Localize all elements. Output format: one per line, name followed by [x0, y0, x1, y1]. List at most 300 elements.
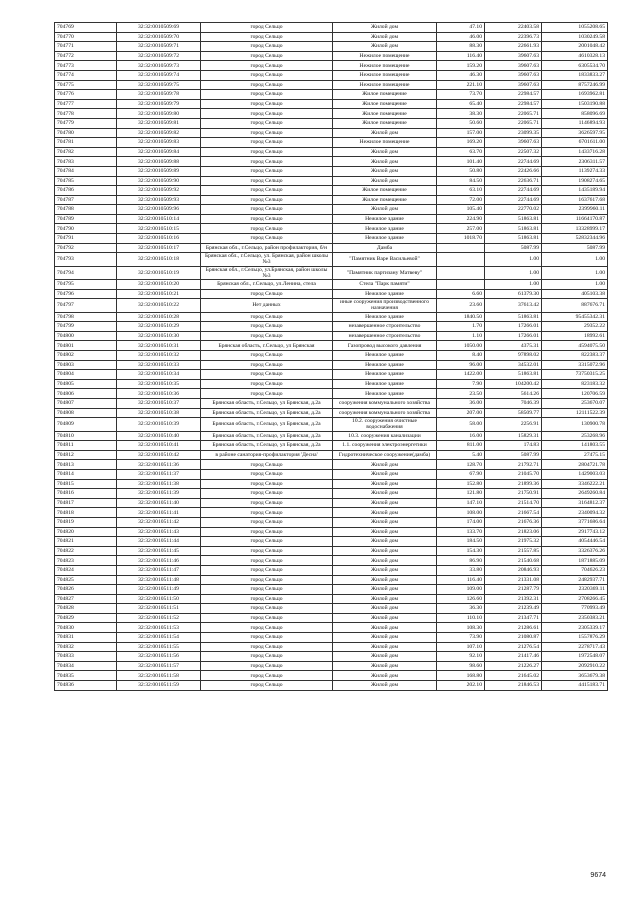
address-cell: город Сельцо [201, 32, 333, 42]
cadastral-number-cell: 32:32:0010511:39 [117, 489, 201, 499]
cadastral-number-cell: 32:32:0010509:93 [117, 195, 201, 205]
area-cell: 36.30 [437, 604, 485, 614]
cadastral-value-cell: 1435189.94 [542, 186, 608, 196]
area-cell: 72.00 [437, 195, 485, 205]
specific-value-cell: 21417.46 [485, 652, 542, 662]
row-number-cell: 704832 [55, 642, 117, 652]
cadastral-number-cell: 32:32:0010511:52 [117, 613, 201, 623]
specific-value-cell: 20846.93 [485, 565, 542, 575]
area-cell: 84.50 [437, 176, 485, 186]
object-type-cell: Жилой дом [333, 517, 437, 527]
object-type-cell: Нежилое помещение [333, 138, 437, 148]
object-type-cell: незавершенное строительство [333, 322, 437, 332]
area-cell: 50.60 [437, 118, 485, 128]
address-cell: город Сельцо [201, 527, 333, 537]
table-row [55, 70, 608, 80]
row-number-cell: 704802 [55, 351, 117, 361]
cadastral-value-cell: 2092910.22 [542, 661, 608, 671]
specific-value-cell: 39607.63 [485, 70, 542, 80]
cadastral-value-cell: 1055208.65 [542, 23, 608, 33]
specific-value-cell: 1.00 [485, 266, 542, 279]
address-cell: город Сельцо [201, 498, 333, 508]
area-cell: 47.10 [437, 23, 485, 33]
table-row [55, 575, 608, 585]
specific-value-cell: 1.00 [485, 253, 542, 266]
row-number-cell: 704795 [55, 280, 117, 290]
row-number-cell: 704779 [55, 118, 117, 128]
specific-value-cell: 21080.87 [485, 633, 542, 643]
table-row [55, 61, 608, 71]
object-type-cell: Жилой дом [333, 661, 437, 671]
page-number: 9674 [590, 872, 606, 879]
object-type-cell: Жилой дом [333, 594, 437, 604]
object-type-cell: Жилой дом [333, 546, 437, 556]
object-type-cell: Жилой дом [333, 32, 437, 42]
object-type-cell: 10.2. сооружения очистные водоснабжения [333, 418, 437, 431]
cadastral-number-cell: 32:32:0010509:81 [117, 118, 201, 128]
row-number-cell: 704821 [55, 537, 117, 547]
object-type-cell: Нежилое здание [333, 351, 437, 361]
address-cell: Брянская область, г.Сельцо, ул Брянская, д.2а [201, 431, 333, 441]
row-number-cell: 704824 [55, 565, 117, 575]
area-cell: 1.70 [437, 322, 485, 332]
table-row [55, 671, 608, 681]
table-row [55, 99, 608, 109]
row-number-cell: 704823 [55, 556, 117, 566]
cadastral-value-cell: 822383.37 [542, 351, 608, 361]
row-number-cell: 704786 [55, 186, 117, 196]
row-number-cell: 704770 [55, 32, 117, 42]
table-row [55, 642, 608, 652]
address-cell: город Сельцо [201, 546, 333, 556]
cadastral-number-cell: 32:32:0010511:49 [117, 585, 201, 595]
table-row [55, 527, 608, 537]
table-row [55, 214, 608, 224]
specific-value-cell: 39607.63 [485, 51, 542, 61]
row-number-cell: 704834 [55, 661, 117, 671]
row-number-cell: 704788 [55, 205, 117, 215]
object-type-cell: 1.1. сооружения электроэнергетики [333, 441, 437, 451]
cadastral-value-cell: 4610328.13 [542, 51, 608, 61]
cadastral-number-cell: 32:32:0010509:70 [117, 32, 201, 42]
row-number-cell: 704828 [55, 604, 117, 614]
specific-value-cell: 22636.71 [485, 176, 542, 186]
area-cell: 1050.00 [437, 341, 485, 351]
area-cell: 174.00 [437, 517, 485, 527]
address-cell: город Сельцо [201, 166, 333, 176]
cadastral-value-cell: 2482937.71 [542, 575, 608, 585]
area-cell: 128.70 [437, 460, 485, 470]
table-row [55, 441, 608, 451]
cadastral-number-cell: 32:32:0010509:71 [117, 42, 201, 52]
cadastral-value-cell: 2350383.21 [542, 613, 608, 623]
address-cell: город Сельцо [201, 661, 333, 671]
cadastral-value-cell: 2399960.11 [542, 205, 608, 215]
row-number-cell: 704833 [55, 652, 117, 662]
specific-value-cell: 51863.81 [485, 312, 542, 322]
address-cell: в районе санатория-профилактория 'Десна' [201, 450, 333, 460]
specific-value-cell: 22065.71 [485, 118, 542, 128]
table-body [55, 23, 608, 691]
address-cell: город Сельцо [201, 331, 333, 341]
cadastral-number-cell: 32:32:0010509:88 [117, 157, 201, 167]
object-type-cell: Жилой дом [333, 537, 437, 547]
area-cell: 126.60 [437, 594, 485, 604]
cadastral-value-cell: 3326376.26 [542, 546, 608, 556]
row-number-cell: 704815 [55, 479, 117, 489]
area-cell: 116.40 [437, 575, 485, 585]
cadastral-value-cell: 1.00 [542, 266, 608, 279]
row-number-cell: 704796 [55, 289, 117, 299]
cadastral-number-cell: 32:32:0010510:17 [117, 243, 201, 253]
row-number-cell: 704769 [55, 23, 117, 33]
cadastral-value-cell: 3653679.38 [542, 671, 608, 681]
object-type-cell: Жилой дом [333, 176, 437, 186]
address-cell: город Сельцо [201, 23, 333, 33]
area-cell: 116.40 [437, 51, 485, 61]
row-number-cell: 704801 [55, 341, 117, 351]
cadastral-number-cell: 32:32:0010509:74 [117, 70, 201, 80]
specific-value-cell: 39607.63 [485, 138, 542, 148]
table-row [55, 517, 608, 527]
cadastral-value-cell: 13328999.17 [542, 224, 608, 234]
specific-value-cell: 21226.27 [485, 661, 542, 671]
cadastral-value-cell: 770993.49 [542, 604, 608, 614]
address-cell: город Сельцо [201, 234, 333, 244]
area-cell: 110.10 [437, 613, 485, 623]
area-cell: 46.30 [437, 70, 485, 80]
row-number-cell: 704820 [55, 527, 117, 537]
row-number-cell: 704807 [55, 399, 117, 409]
row-number-cell: 704780 [55, 128, 117, 138]
area-cell: 7.90 [437, 379, 485, 389]
address-cell: город Сельцо [201, 565, 333, 575]
specific-value-cell: 22984.57 [485, 99, 542, 109]
address-cell: город Сельцо [201, 642, 333, 652]
specific-value-cell: 21823.06 [485, 527, 542, 537]
address-cell: город Сельцо [201, 575, 333, 585]
address-cell: город Сельцо [201, 186, 333, 196]
row-number-cell: 704778 [55, 109, 117, 119]
table-row [55, 360, 608, 370]
specific-value-cell: 51863.81 [485, 234, 542, 244]
object-type-cell: Нежилое здание [333, 389, 437, 399]
address-cell: город Сельцо [201, 138, 333, 148]
row-number-cell: 704791 [55, 234, 117, 244]
cadastral-number-cell: 32:32:0010511:56 [117, 652, 201, 662]
object-type-cell: Жилой дом [333, 565, 437, 575]
table-row [55, 312, 608, 322]
row-number-cell: 704808 [55, 408, 117, 418]
area-cell: 23.60 [437, 299, 485, 312]
cadastral-number-cell: 32:32:0010510:32 [117, 351, 201, 361]
cadastral-number-cell: 32:32:0010509:92 [117, 186, 201, 196]
address-cell: город Сельцо [201, 176, 333, 186]
specific-value-cell: 23099.35 [485, 128, 542, 138]
cadastral-number-cell: 32:32:0010510:34 [117, 370, 201, 380]
table-row [55, 585, 608, 595]
specific-value-cell: 51863.81 [485, 370, 542, 380]
table-row [55, 594, 608, 604]
area-cell: 88.30 [437, 42, 485, 52]
cadastral-value-cell: 2305339.17 [542, 623, 608, 633]
address-cell: город Сельцо [201, 109, 333, 119]
area-cell: 6.60 [437, 289, 485, 299]
row-number-cell: 704773 [55, 61, 117, 71]
row-number-cell: 704805 [55, 379, 117, 389]
cadastral-number-cell: 32:32:0010510:40 [117, 431, 201, 441]
cadastral-value-cell: 29352.22 [542, 322, 608, 332]
specific-value-cell: 104200.42 [485, 379, 542, 389]
address-cell: город Сельцо [201, 80, 333, 90]
table-row [55, 681, 608, 691]
area-cell: 207.00 [437, 408, 485, 418]
address-cell: Брянская обл., г.Сельцо, ул.Брянская, район школы №3 [201, 266, 333, 279]
table-row [55, 431, 608, 441]
specific-value-cell: 21975.32 [485, 537, 542, 547]
area-cell: 16.00 [437, 431, 485, 441]
object-type-cell: Жилое помещение [333, 186, 437, 196]
cadastral-number-cell: 32:32:0010509:89 [117, 166, 201, 176]
table-row [55, 469, 608, 479]
table-row [55, 42, 608, 52]
specific-value-cell: 21899.36 [485, 479, 542, 489]
specific-value-cell: 22661.93 [485, 42, 542, 52]
address-cell: город Сельцо [201, 604, 333, 614]
table-row [55, 633, 608, 643]
row-number-cell: 704790 [55, 224, 117, 234]
cadastral-number-cell: 32:32:0010510:29 [117, 322, 201, 332]
object-type-cell: Нежилое здание [333, 224, 437, 234]
specific-value-cell: 5087.99 [485, 243, 542, 253]
row-number-cell: 704806 [55, 389, 117, 399]
object-type-cell: "Памятник партизану Матвеву" [333, 266, 437, 279]
address-cell: город Сельцо [201, 537, 333, 547]
area-cell: 65.40 [437, 99, 485, 109]
cadastral-number-cell: 32:32:0010511:57 [117, 661, 201, 671]
cadastral-value-cell: 4415183.71 [542, 681, 608, 691]
row-number-cell: 704787 [55, 195, 117, 205]
table-row [55, 322, 608, 332]
table-row [55, 351, 608, 361]
specific-value-cell: 21846.53 [485, 681, 542, 691]
cadastral-number-cell: 32:32:0010510:35 [117, 379, 201, 389]
address-cell: город Сельцо [201, 681, 333, 691]
object-type-cell: Нежилое помещение [333, 70, 437, 80]
address-cell: город Сельцо [201, 623, 333, 633]
area-cell: 63.70 [437, 147, 485, 157]
cadastral-number-cell: 32:32:0010510:21 [117, 289, 201, 299]
cadastral-number-cell: 32:32:0010511:51 [117, 604, 201, 614]
area-cell: 221.10 [437, 80, 485, 90]
address-cell: город Сельцо [201, 195, 333, 205]
object-type-cell: Нежилое здание [333, 360, 437, 370]
area-cell: 36.00 [437, 399, 485, 409]
cadastral-number-cell: 32:32:0010510:19 [117, 266, 201, 279]
address-cell: город Сельцо [201, 479, 333, 489]
row-number-cell: 704776 [55, 90, 117, 100]
address-cell: Брянская область, г.Сельцо, ул Брянская, д.2а [201, 441, 333, 451]
table-row [55, 166, 608, 176]
cadastral-value-cell: 2804721.78 [542, 460, 608, 470]
area-cell [437, 266, 485, 279]
cadastral-number-cell: 32:32:0010510:22 [117, 299, 201, 312]
cadastral-value-cell: 52832344.96 [542, 234, 608, 244]
cadastral-value-cell: 11664170.87 [542, 214, 608, 224]
row-number-cell: 704809 [55, 418, 117, 431]
object-type-cell: сооружения коммунального хозяйства [333, 408, 437, 418]
object-type-cell: Жилой дом [333, 128, 437, 138]
table-row [55, 224, 608, 234]
address-cell: город Сельцо [201, 556, 333, 566]
object-type-cell: иные сооружения производственного назначения [333, 299, 437, 312]
area-cell: 159.20 [437, 61, 485, 71]
table-row [55, 289, 608, 299]
specific-value-cell: 21287.79 [485, 585, 542, 595]
address-cell: город Сельцо [201, 224, 333, 234]
address-cell: город Сельцо [201, 147, 333, 157]
specific-value-cell: 21514.70 [485, 498, 542, 508]
object-type-cell: Жилой дом [333, 469, 437, 479]
address-cell: город Сельцо [201, 469, 333, 479]
row-number-cell: 704794 [55, 266, 117, 279]
cadastral-value-cell: 2917743.12 [542, 527, 608, 537]
cadastral-value-cell: 1871885.09 [542, 556, 608, 566]
specific-value-cell: 97898.02 [485, 351, 542, 361]
address-cell: Брянская область, г.Сельцо, ул Брянская [201, 341, 333, 351]
object-type-cell: Гидротехническое сооружение(дамба) [333, 450, 437, 460]
cadastral-number-cell: 32:32:0010510:15 [117, 224, 201, 234]
area-cell: 63.10 [437, 186, 485, 196]
address-cell: город Сельцо [201, 379, 333, 389]
cadastral-value-cell: 3771686.64 [542, 517, 608, 527]
area-cell: 5.40 [437, 450, 485, 460]
table-row [55, 418, 608, 431]
cadastral-value-cell: 12111522.39 [542, 408, 608, 418]
cadastral-number-cell: 32:32:0010509:80 [117, 109, 201, 119]
area-cell: 257.00 [437, 224, 485, 234]
object-type-cell: Жилое помещение [333, 90, 437, 100]
table-row [55, 32, 608, 42]
cadastral-value-cell: 823183.32 [542, 379, 608, 389]
address-cell: город Сельцо [201, 70, 333, 80]
specific-value-cell: 22984.57 [485, 90, 542, 100]
row-number-cell: 704774 [55, 70, 117, 80]
specific-value-cell: 39607.63 [485, 61, 542, 71]
object-type-cell: Жилой дом [333, 642, 437, 652]
object-type-cell: Стела "Парк памяти" [333, 280, 437, 290]
object-type-cell: Жилой дом [333, 585, 437, 595]
area-cell: 8.40 [437, 351, 485, 361]
address-cell: город Сельцо [201, 157, 333, 167]
object-type-cell: Жилой дом [333, 613, 437, 623]
cadastral-value-cell: 858096.69 [542, 109, 608, 119]
table-row [55, 370, 608, 380]
cadastral-value-cell: 3315072.96 [542, 360, 608, 370]
address-cell: город Сельцо [201, 289, 333, 299]
area-cell: 58.00 [437, 418, 485, 431]
table-row [55, 613, 608, 623]
table-row [55, 138, 608, 148]
specific-value-cell: 34532.01 [485, 360, 542, 370]
address-cell: город Сельцо [201, 118, 333, 128]
address-cell: город Сельцо [201, 594, 333, 604]
cadastral-number-cell: 32:32:0010510:39 [117, 418, 201, 431]
area-cell: 147.10 [437, 498, 485, 508]
address-cell: Брянская обл., г.Сельцо, район профилактория, б/н [201, 243, 333, 253]
specific-value-cell: 5614.26 [485, 389, 542, 399]
object-type-cell: Нежилое помещение [333, 61, 437, 71]
cadastral-number-cell: 32:32:0010510:31 [117, 341, 201, 351]
area-cell: 107.10 [437, 642, 485, 652]
cadastral-number-cell: 32:32:0010510:20 [117, 280, 201, 290]
cadastral-value-cell: 1146894.93 [542, 118, 608, 128]
row-number-cell: 704803 [55, 360, 117, 370]
cadastral-number-cell: 32:32:0010511:59 [117, 681, 201, 691]
address-cell: город Сельцо [201, 51, 333, 61]
cadastral-value-cell: 253268.96 [542, 431, 608, 441]
specific-value-cell: 21645.02 [485, 671, 542, 681]
cadastral-value-cell: 4594075.50 [542, 341, 608, 351]
table-row [55, 176, 608, 186]
row-number-cell: 704822 [55, 546, 117, 556]
cadastral-number-cell: 32:32:0010509:84 [117, 147, 201, 157]
cadastral-value-cell: 1139274.33 [542, 166, 608, 176]
cadastral-value-cell: 6305534.70 [542, 61, 608, 71]
area-cell: 157.00 [437, 128, 485, 138]
table-row [55, 51, 608, 61]
table-row [55, 489, 608, 499]
row-number-cell: 704813 [55, 460, 117, 470]
cadastral-number-cell: 32:32:0010509:96 [117, 205, 201, 215]
cadastral-number-cell: 32:32:0010509:78 [117, 90, 201, 100]
cadastral-value-cell: 5087.99 [542, 243, 608, 253]
address-cell: город Сельцо [201, 370, 333, 380]
area-cell: 67.90 [437, 469, 485, 479]
object-type-cell: Жилой дом [333, 460, 437, 470]
row-number-cell: 704798 [55, 312, 117, 322]
area-cell: 105.40 [437, 205, 485, 215]
cadastral-number-cell: 32:32:0010510:42 [117, 450, 201, 460]
cadastral-number-cell: 32:32:0010510:28 [117, 312, 201, 322]
table-row [55, 556, 608, 566]
table-row [55, 234, 608, 244]
specific-value-cell: 21045.70 [485, 469, 542, 479]
cadastral-value-cell: 405103.38 [542, 289, 608, 299]
row-number-cell: 704818 [55, 508, 117, 518]
table-row [55, 280, 608, 290]
cadastral-number-cell: 32:32:0010511:40 [117, 498, 201, 508]
specific-value-cell: 174.83 [485, 441, 542, 451]
table-row [55, 243, 608, 253]
row-number-cell: 704775 [55, 80, 117, 90]
cadastral-value-cell: 1.00 [542, 253, 608, 266]
specific-value-cell: 21392.31 [485, 594, 542, 604]
object-type-cell: Жилой дом [333, 42, 437, 52]
specific-value-cell: 22744.69 [485, 157, 542, 167]
specific-value-cell: 22744.69 [485, 186, 542, 196]
row-number-cell: 704793 [55, 253, 117, 266]
cadastral-value-cell: 8757246.99 [542, 80, 608, 90]
table-row [55, 109, 608, 119]
specific-value-cell: 51863.81 [485, 214, 542, 224]
object-type-cell: Жилой дом [333, 681, 437, 691]
cadastral-value-cell: 1030249.58 [542, 32, 608, 42]
specific-value-cell: 22770.02 [485, 205, 542, 215]
cadastral-value-cell: 2001048.42 [542, 42, 608, 52]
table-row [55, 266, 608, 279]
area-cell: 86.90 [437, 556, 485, 566]
